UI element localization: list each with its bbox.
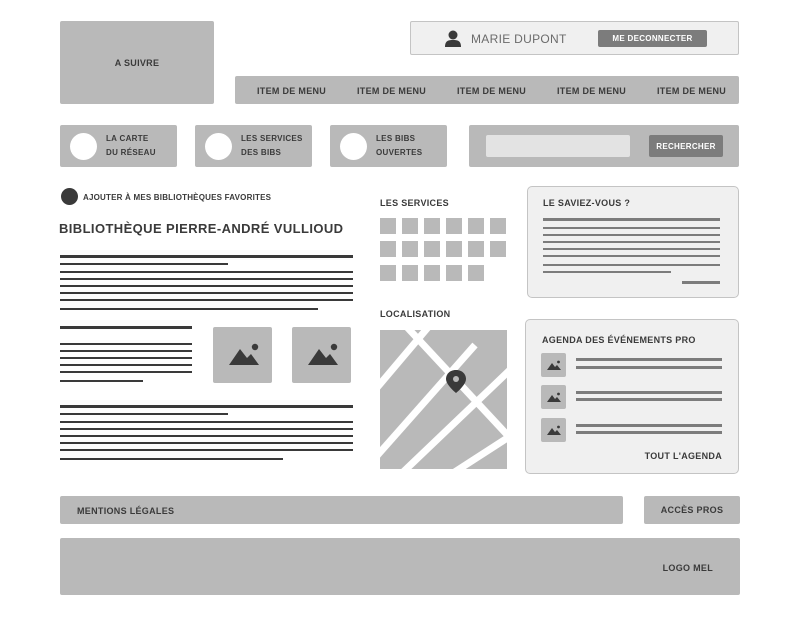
search-button[interactable]: RECHERCHER [649, 135, 723, 157]
image-placeholder-icon [547, 425, 561, 435]
service-icon[interactable] [446, 265, 462, 281]
service-icon[interactable] [424, 218, 440, 234]
legal-notice-bar[interactable] [60, 496, 623, 524]
service-icon[interactable] [402, 218, 418, 234]
location-map[interactable] [380, 330, 507, 469]
legal-notice-link[interactable]: MENTIONS LÉGALES [77, 506, 175, 516]
menu-item[interactable]: ITEM DE MENU [557, 86, 627, 96]
shortcut-library-services[interactable] [195, 125, 312, 167]
logo-block-label: A SUIVRE [114, 57, 160, 68]
image-placeholder[interactable] [213, 327, 272, 383]
shortcut-label-line1: LES BIBS [376, 134, 416, 143]
service-icon[interactable] [468, 218, 484, 234]
favorite-icon[interactable] [61, 188, 78, 205]
shortcut-icon [340, 133, 367, 160]
menu-item[interactable]: ITEM DE MENU [357, 86, 427, 96]
image-placeholder-icon [292, 327, 351, 383]
event-line[interactable] [576, 424, 722, 427]
shortcut-label-line2: DES BIBS [241, 148, 282, 157]
service-icon[interactable] [380, 218, 396, 234]
pro-access-button[interactable] [644, 496, 740, 524]
service-icon[interactable] [424, 241, 440, 257]
menu-item[interactable]: ITEM DE MENU [657, 86, 727, 96]
service-icon[interactable] [380, 265, 396, 281]
menu-item[interactable]: ITEM DE MENU [257, 86, 327, 96]
shortcut-label-line2: DU RÉSEAU [106, 148, 156, 157]
add-favorite-link[interactable]: AJOUTER À MES BIBLIOTHÈQUES FAVORITES [83, 193, 272, 202]
footer-logo: LOGO MEL [662, 563, 713, 573]
image-placeholder[interactable] [292, 327, 351, 383]
event-line[interactable] [576, 391, 722, 394]
shortcut-label-line1: LA CARTE [106, 134, 149, 143]
service-icon[interactable] [490, 241, 506, 257]
shortcut-icon [70, 133, 97, 160]
full-agenda-link[interactable]: TOUT L'AGENDA [644, 451, 722, 461]
user-icon [445, 30, 461, 47]
did-you-know-title: LE SAVIEZ-VOUS ? [543, 198, 631, 208]
logout-button[interactable]: ME DECONNECTER [598, 30, 707, 47]
search-bar [469, 125, 739, 167]
service-icon[interactable] [446, 218, 462, 234]
user-name: MARIE DUPONT [471, 32, 567, 46]
pro-access-label: ACCÈS PROS [660, 505, 724, 515]
event-thumbnail[interactable] [541, 385, 566, 409]
shortcut-label-line2: OUVERTES [376, 148, 423, 157]
logo-block[interactable] [60, 21, 214, 104]
event-line[interactable] [576, 366, 722, 369]
shortcut-icon [205, 133, 232, 160]
event-line[interactable] [576, 398, 722, 401]
agenda-title: AGENDA DES ÉVÉNEMENTS PRO [542, 335, 696, 345]
service-icon[interactable] [402, 241, 418, 257]
service-icon[interactable] [402, 265, 418, 281]
shortcut-network-map[interactable] [60, 125, 177, 167]
service-icon[interactable] [468, 265, 484, 281]
event-line[interactable] [576, 358, 722, 361]
agenda-card [525, 319, 739, 474]
services-heading: LES SERVICES [380, 198, 449, 208]
service-icon[interactable] [380, 241, 396, 257]
service-icon[interactable] [468, 241, 484, 257]
search-input[interactable] [486, 135, 630, 157]
image-placeholder-icon [547, 360, 561, 370]
event-line[interactable] [576, 431, 722, 434]
menu-item[interactable]: ITEM DE MENU [457, 86, 527, 96]
page-title: BIBLIOTHÈQUE PIERRE-ANDRÉ VULLIOUD [59, 221, 344, 236]
did-you-know-card [527, 186, 739, 298]
service-icon[interactable] [446, 241, 462, 257]
event-thumbnail[interactable] [541, 353, 566, 377]
service-icon[interactable] [490, 218, 506, 234]
location-heading: LOCALISATION [380, 309, 451, 319]
event-thumbnail[interactable] [541, 418, 566, 442]
image-placeholder-icon [213, 327, 272, 383]
shortcut-label-line1: LES SERVICES [241, 134, 303, 143]
shortcut-open-libraries[interactable] [330, 125, 447, 167]
footer [60, 538, 740, 595]
image-placeholder-icon [547, 392, 561, 402]
user-bar [410, 21, 739, 55]
service-icon[interactable] [424, 265, 440, 281]
main-menu [235, 76, 739, 104]
